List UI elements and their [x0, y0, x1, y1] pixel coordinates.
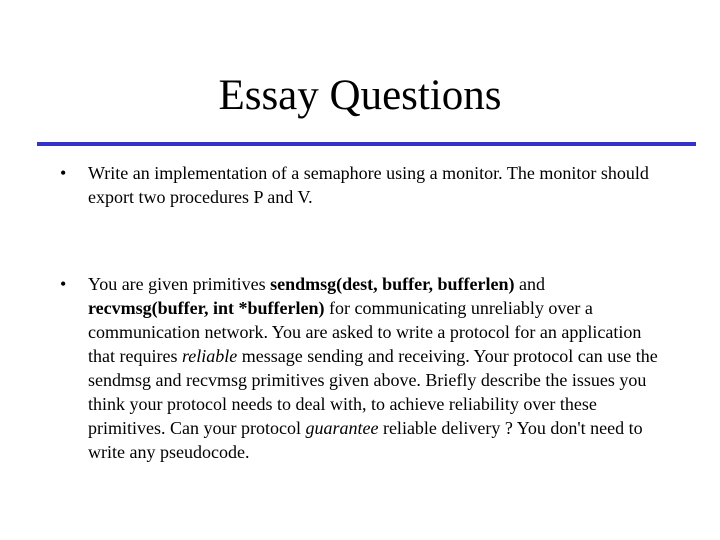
slide-title: Essay Questions	[218, 72, 502, 119]
bullet-item	[60, 161, 660, 209]
bullet-text: Write an implementation of a semaphore using a monitor. The monitor should export two procedures P and V.	[88, 163, 649, 207]
code-recvmsg: recvmsg(buffer, int *bufferlen)	[88, 298, 325, 318]
code-sendmsg: sendmsg(dest, buffer, bufferlen)	[270, 274, 515, 294]
emphasis-reliable: reliable	[181, 346, 238, 366]
bullet-icon: •	[60, 274, 67, 294]
title-divider	[37, 142, 696, 146]
bullet-item	[60, 272, 660, 464]
emphasis-guarantee: guarantee	[305, 418, 379, 438]
bullet-icon: •	[60, 163, 67, 183]
bullet-text: You are given primitives sendmsg(dest, buffer, bufferlen) and recvmsg(buffer, int *bufferlen) for communicating unreliably over a communication network. You are asked to write a protocol for an application that requires reliable message sending and receiving. Your protocol can use the sendmsg and recvmsg primitives given above. Briefly describe the issues you think your protocol needs to deal with, to achieve reliability over these primitives. Can your protocol guarantee reliable delivery ? You don't need to write any pseudocode.	[88, 274, 658, 462]
